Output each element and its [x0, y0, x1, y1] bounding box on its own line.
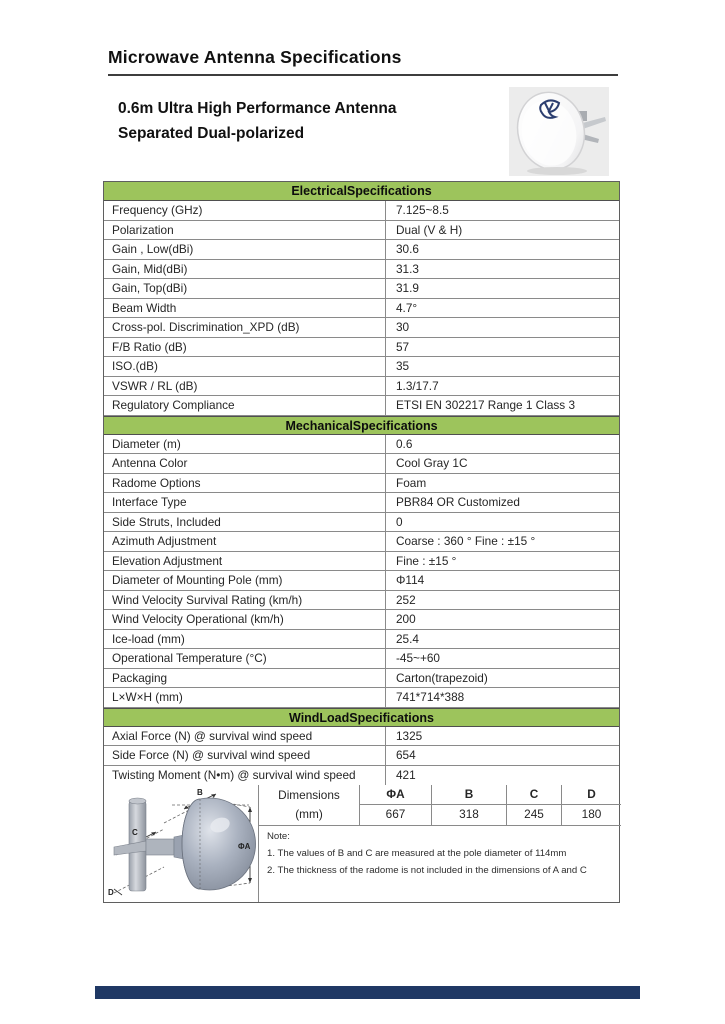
spec-row	[104, 610, 619, 630]
footer-brand-bar	[95, 986, 640, 999]
diagram-label-b: B	[197, 788, 203, 797]
spec-label: Radome Options	[104, 474, 386, 493]
dim-value: 667	[359, 805, 431, 825]
spec-label: Polarization	[104, 221, 386, 240]
dim-value: 245	[506, 805, 561, 825]
dimensions-row-header-label: Dimensions	[278, 788, 340, 802]
antenna-photo-image	[509, 87, 609, 176]
subtitle-line-2: Separated Dual-polarized	[118, 125, 305, 142]
spec-label: Azimuth Adjustment	[104, 532, 386, 551]
spec-row	[104, 630, 619, 650]
title-underline	[108, 74, 618, 76]
spec-value: 252	[396, 592, 416, 607]
spec-value: 25.4	[396, 631, 419, 646]
product-subtitle	[118, 96, 448, 146]
spec-row	[104, 377, 619, 397]
page-title: Microwave Antenna Specifications	[108, 47, 402, 67]
specification-table	[103, 181, 620, 903]
spec-value: Carton(trapezoid)	[396, 670, 488, 685]
spec-row	[104, 591, 619, 611]
spec-value: 421	[396, 767, 416, 782]
dim-value: 180	[561, 805, 621, 825]
spec-row	[104, 435, 619, 455]
spec-label: Axial Force (N) @ survival wind speed	[104, 727, 386, 746]
spec-row	[104, 649, 619, 669]
spec-label: F/B Ratio (dB)	[104, 338, 386, 357]
spec-row	[104, 571, 619, 591]
spec-label: Antenna Color	[104, 454, 386, 473]
spec-value: Φ114	[396, 573, 425, 587]
spec-label: Wind Velocity Operational (km/h)	[104, 610, 386, 629]
spec-value: Dual (V & H)	[396, 222, 463, 237]
spec-value: 4.7°	[396, 300, 418, 315]
spec-label: Packaging	[104, 669, 386, 688]
spec-value: 7.125~8.5	[396, 203, 449, 217]
spec-row	[104, 493, 619, 513]
dimensions-row-header-unit: (mm)	[295, 807, 323, 821]
spec-row	[104, 299, 619, 319]
spec-label: Ice-load (mm)	[104, 630, 386, 649]
spec-label: Gain , Low(dBi)	[104, 240, 386, 259]
spec-value: Foam	[396, 475, 427, 490]
subtitle-line-1: 0.6m Ultra High Performance Antenna	[118, 100, 397, 117]
spec-value: 1325	[396, 728, 423, 743]
spec-value: 31.3	[396, 261, 419, 276]
spec-label: Diameter (m)	[104, 435, 386, 454]
spec-value: 0	[396, 514, 403, 529]
dimensions-row-header	[259, 785, 359, 825]
spec-row	[104, 357, 619, 377]
spec-row	[104, 552, 619, 572]
spec-value: 200	[396, 612, 416, 626]
diagram-label-phi-a: ΦA	[238, 842, 251, 851]
spec-row	[104, 221, 619, 241]
spec-value: PBR84 OR Customized	[396, 495, 520, 509]
spec-value: 654	[396, 748, 416, 762]
spec-value: ETSI EN 302217 Range 1 Class 3	[396, 398, 576, 412]
spec-value: 30.6	[396, 242, 419, 256]
spec-label: Elevation Adjustment	[104, 552, 386, 571]
spec-row	[104, 318, 619, 338]
spec-value: Cool Gray 1C	[396, 456, 468, 470]
spec-value: 1.3/17.7	[396, 378, 439, 393]
antenna-photo	[509, 87, 609, 176]
note-area	[259, 826, 621, 902]
note-items	[267, 848, 613, 876]
spec-label: Cross-pol. Discrimination_XPD (dB)	[104, 318, 386, 337]
diagram-label-c: C	[132, 828, 138, 837]
diagram-label-d: D	[108, 888, 114, 897]
spec-row	[104, 396, 619, 416]
spec-label: L×W×H (mm)	[104, 688, 386, 707]
spec-value: Coarse : 360 ° Fine : ±15 °	[396, 534, 536, 548]
dim-col-header: ΦA	[359, 785, 431, 805]
spec-row	[104, 746, 619, 766]
antenna-dimension-diagram	[104, 785, 259, 902]
spec-label: Gain, Mid(dBi)	[104, 260, 386, 279]
spec-label: Diameter of Mounting Pole (mm)	[104, 571, 386, 590]
spec-row	[104, 513, 619, 533]
spec-label: Side Struts, Included	[104, 513, 386, 532]
spec-row	[104, 532, 619, 552]
spec-row	[104, 727, 619, 747]
spec-row	[104, 688, 619, 708]
spec-row	[104, 766, 619, 786]
note-title: Note:	[267, 831, 290, 842]
spec-value: 30	[396, 320, 410, 334]
dim-col-header: D	[561, 785, 621, 805]
spec-label: Operational Temperature (°C)	[104, 649, 386, 668]
spec-row	[104, 669, 619, 689]
spec-value: -45~+60	[396, 651, 440, 665]
spec-label: Side Force (N) @ survival wind speed	[104, 746, 386, 765]
spec-value: 741*714*388	[396, 690, 465, 704]
spec-label: Beam Width	[104, 299, 386, 318]
spec-row	[104, 260, 619, 280]
section-header: Wind Load Specifications	[104, 708, 619, 727]
spec-value: Fine : ±15 °	[396, 553, 457, 568]
spec-label: VSWR / RL (dB)	[104, 377, 386, 396]
dimensions-right-panel	[259, 785, 621, 902]
spec-sections	[104, 182, 619, 785]
spec-label: Wind Velocity Survival Rating (km/h)	[104, 591, 386, 610]
spec-label: Regulatory Compliance	[104, 396, 386, 415]
section-header: Mechanical Specifications	[104, 416, 619, 435]
spec-row	[104, 338, 619, 358]
spec-row	[104, 240, 619, 260]
spec-value: 57	[396, 339, 410, 354]
spec-value: 35	[396, 359, 410, 373]
spec-row	[104, 454, 619, 474]
spec-value: 31.9	[396, 281, 419, 295]
note-item: 2. The thickness of the radome is not included in the dimensions of A and C	[267, 865, 587, 876]
spec-value: 0.6	[396, 436, 413, 451]
dimensions-table	[259, 785, 621, 826]
spec-label: ISO.(dB)	[104, 357, 386, 376]
spec-row	[104, 201, 619, 221]
dim-col-header: B	[431, 785, 506, 805]
spec-label: Interface Type	[104, 493, 386, 512]
dim-col-header: C	[506, 785, 561, 805]
dim-value: 318	[431, 805, 506, 825]
spec-label: Gain, Top(dBi)	[104, 279, 386, 298]
spec-label: Frequency (GHz)	[104, 201, 386, 220]
spec-label: Twisting Moment (N•m) @ survival wind speed	[104, 766, 386, 786]
note-item: 1. The values of B and C are measured at the pole diameter of 114mm	[267, 848, 567, 859]
section-header: Electrical Specifications	[104, 182, 619, 201]
spec-row	[104, 279, 619, 299]
dimensions-block	[104, 785, 619, 902]
spec-row	[104, 474, 619, 494]
dimension-diagram-image	[104, 785, 258, 901]
